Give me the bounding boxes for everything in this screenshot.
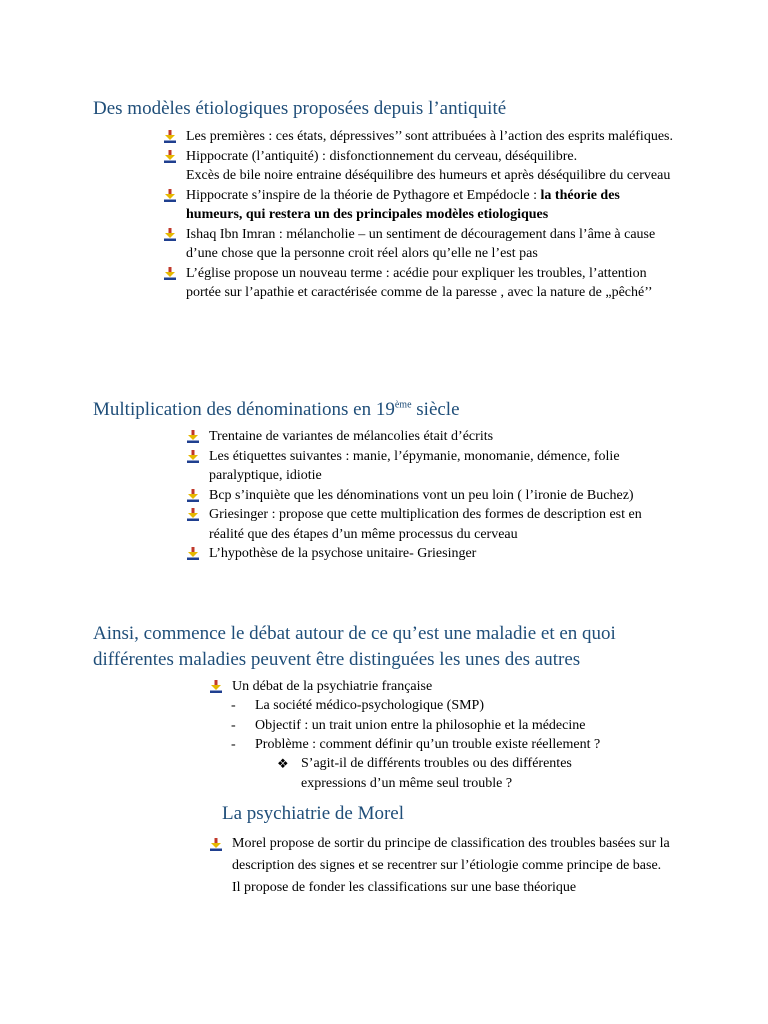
- debate-list: [232, 677, 672, 697]
- section-heading-etiologic-models: Des modèles étiologiques proposées depuis l’antiquité: [93, 98, 507, 119]
- section-heading-morel: La psychiatrie de Morel: [222, 803, 405, 824]
- list-item: - La société médico-psychologique (SMP): [255, 696, 675, 716]
- arrow-bullet-icon: [210, 838, 222, 851]
- dash-marker: -: [231, 717, 236, 733]
- list-item: Ishaq Ibn Imran : mélancholie – un sentiment de découragement dans l’âme à cause d’une chose que la personne croit réel alors qu’elle ne l’est pas: [186, 225, 676, 264]
- arrow-bullet-icon: [187, 430, 199, 443]
- list-item: L’hypothèse de la psychose unitaire- Griesinger: [209, 544, 679, 564]
- arrow-bullet-icon: [187, 450, 199, 463]
- section-heading-denominations: Multiplication des dénominations en 19ème siècle: [93, 399, 460, 420]
- dash-marker: -: [231, 698, 236, 713]
- section-heading-debate: Ainsi, commence le débat autour de ce qu’est une maladie et en quoi différentes maladies peuvent être distinguées les unes des autres: [93, 623, 616, 670]
- arrow-bullet-icon: [187, 489, 199, 502]
- dash-marker: -: [231, 737, 236, 752]
- list-item: ❖ S’agit-il de différents troubles ou des différentes expressions d’un même seul trouble ?: [277, 756, 572, 791]
- list-item: Les premières : ces états, dépressives’’ sont attribuées à l’action des esprits maléfiques.: [186, 127, 676, 147]
- arrow-bullet-icon: [164, 267, 176, 280]
- list-item: Hippocrate (l’antiquité) : disfonctionnement du cerveau, déséquilibre. Excès de bile noire entraine déséquilibre des humeurs et après déséquilibre du cerveau: [186, 147, 676, 186]
- list-item: Griesinger : propose que cette multiplication des formes de description est en réalité que des étapes d’un même processus du cerveau: [209, 505, 679, 544]
- arrow-bullet-icon: [164, 130, 176, 143]
- arrow-bullet-icon: [164, 189, 176, 202]
- debate-sub-list: [231, 696, 675, 755]
- list-item: Les étiquettes suivantes : manie, l’épymanie, monomanie, démence, folie paralyptique, idiotie: [209, 447, 679, 486]
- etiologic-models-list: [186, 127, 676, 303]
- list-item: Hippocrate s’inspire de la théorie de Pythagore et Empédocle : la théorie des humeurs, qui restera un des principales modèles etiologiques: [186, 186, 676, 225]
- list-item: Bcp s’inquiète que les dénominations vont un peu loin ( l’ironie de Buchez): [209, 486, 679, 506]
- denominations-list: [209, 427, 679, 564]
- arrow-bullet-icon: [187, 508, 199, 521]
- list-item: - Problème : comment définir qu’un trouble existe réellement ?: [255, 735, 675, 755]
- arrow-bullet-icon: [164, 228, 176, 241]
- morel-list: [232, 833, 672, 899]
- arrow-bullet-icon: [187, 547, 199, 560]
- list-item: Trentaine de variantes de mélancolies était d’écrits: [209, 427, 679, 447]
- list-item: Un débat de la psychiatrie française: [232, 677, 672, 697]
- arrow-bullet-icon: [210, 680, 222, 693]
- diamond-bullet-icon: ❖: [277, 756, 289, 771]
- list-item: L’église propose un nouveau terme : acédie pour expliquer les troubles, l’attention portée sur l’apathie et caractérisée comme de la paresse , avec la nature de „pêché’’: [186, 264, 676, 303]
- arrow-bullet-icon: [164, 150, 176, 163]
- list-item: Morel propose de sortir du principe de classification des troubles basées sur la description des signes et se recentrer sur l’étiologie comme principe de base. Il propose de fonder les classifications sur une base théorique: [232, 833, 672, 899]
- debate-question-list: [277, 754, 621, 793]
- list-item: - Objectif : un trait union entre la philosophie et la médecine: [255, 716, 675, 736]
